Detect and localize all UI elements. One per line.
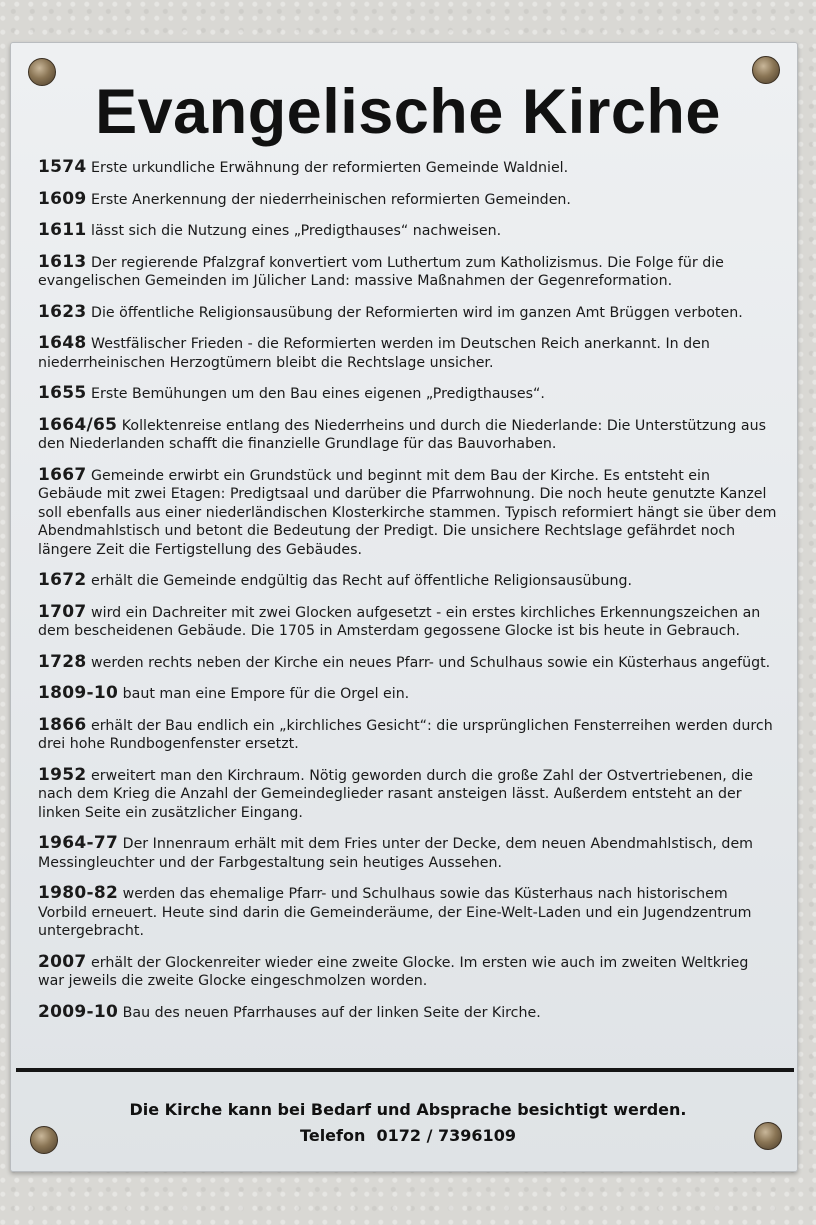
entry-text: Erste Anerkennung der niederrheinischen reformierten Gemeinden. bbox=[91, 191, 571, 208]
entry-year: 1707 bbox=[38, 601, 87, 622]
entry-year: 2009-10 bbox=[38, 1001, 119, 1022]
entry-text: baut man eine Empore für die Orgel ein. bbox=[122, 686, 410, 702]
timeline-entry bbox=[38, 834, 778, 872]
entry-text: lässt sich die Nutzung eines „Predigthauses“ nachweisen. bbox=[91, 223, 502, 239]
phone-line: Telefon 0172 / 7396109 bbox=[300, 1126, 516, 1145]
entry-text: Bau des neuen Pfarrhauses auf der linken Seite der Kirche. bbox=[122, 1004, 541, 1021]
timeline-entry bbox=[38, 571, 778, 591]
timeline-entry bbox=[38, 766, 778, 823]
entry-text: erhält die Gemeinde endgültig das Recht auf öffentliche Religionsausübung. bbox=[91, 573, 633, 589]
plaque-footer bbox=[0, 1097, 816, 1149]
entry-text: Gemeinde erwirbt ein Grundstück und beginnt mit dem Bau der Kirche. Es entsteht ein Gebäude mit zwei Etagen: Predigtsaal und darüber die Pfarrwohnung. Die noch heute genutzte Kanzel soll ebenfalls aus einer niederländischen Klosterkirche stammen. Typisch reformiert hängt sie über dem Abendmahlstisch und betont die Bedeutung der Predigt. Die unsichere Rechtslage gefährdet noch längere Zeit die Fertigstellung des Gebäudes. bbox=[38, 467, 777, 558]
timeline-entry bbox=[38, 1003, 778, 1023]
visit-note: Die Kirche kann bei Bedarf und Absprache besichtigt werden. bbox=[129, 1100, 687, 1119]
entry-text: Erste Bemühungen um den Bau eines eigenen „Predigthauses“. bbox=[91, 386, 545, 402]
entry-text: erhält der Bau endlich ein „kirchliches Gesicht“: die ursprünglichen Fensterreihen werden durch drei hohe Rundbogenfenster ersetzt. bbox=[38, 717, 773, 752]
entry-year: 1964-77 bbox=[38, 833, 119, 853]
timeline-entry bbox=[38, 416, 778, 454]
timeline-entry bbox=[38, 158, 778, 178]
timeline-entry bbox=[38, 884, 778, 941]
timeline-entry bbox=[38, 303, 778, 323]
plaque-title: Evangelische Kirche bbox=[95, 77, 721, 147]
entry-year: 1728 bbox=[38, 651, 87, 672]
entry-year: 1648 bbox=[38, 333, 87, 353]
timeline-entry bbox=[38, 384, 778, 404]
entry-text: Der Innenraum erhält mit dem Fries unter der Decke, dem neuen Abendmahlstisch, dem Messingleuchter und der Farbgestaltung sein heutiges Aussehen. bbox=[38, 836, 753, 871]
entry-year: 1952 bbox=[38, 764, 87, 785]
entry-text: Der regierende Pfalzgraf konvertiert vom Luthertum zum Katholizismus. Die Folge für die evangelischen Gemeinden im Jülicher Land: massive Maßnahmen der Gegenreformation. bbox=[38, 254, 724, 289]
entry-text: Kollektenreise entlang des Niederrheins und durch die Niederlande: Die Unterstützung aus den Niederlanden schafft die finanzielle Grundlage für das Bauvorhaben. bbox=[38, 417, 766, 452]
timeline-entry bbox=[38, 953, 778, 991]
entry-year: 1667 bbox=[38, 464, 87, 485]
entry-year: 1664/65 bbox=[38, 414, 118, 435]
timeline-entry bbox=[38, 653, 778, 673]
entry-text: werden das ehemalige Pfarr- und Schulhaus sowie das Küsterhaus nach historischem Vorbild erneuert. Heute sind darin die Gemeinderäume, der Eine-Welt-Laden und ein Jugendzentrum untergebracht. bbox=[38, 886, 752, 939]
timeline-list bbox=[38, 158, 778, 1022]
timeline-entry bbox=[38, 716, 778, 754]
entry-year: 1613 bbox=[38, 251, 87, 272]
entry-text: Die öffentliche Religionsausübung der Reformierten wird im ganzen Amt Brüggen verboten. bbox=[91, 304, 743, 321]
divider-rule bbox=[16, 1068, 794, 1072]
entry-year: 1611 bbox=[38, 220, 87, 240]
entry-year: 1980-82 bbox=[38, 883, 119, 903]
entry-year: 2007 bbox=[38, 951, 87, 972]
entry-text: Westfälischer Frieden - die Reformierten werden im Deutschen Reich anerkannt. In den niederrheinischen Herzogtümern bleibt die Rechtslage unsicher. bbox=[38, 336, 710, 371]
timeline-entry bbox=[38, 221, 778, 241]
timeline-entry bbox=[38, 253, 778, 291]
entry-year: 1866 bbox=[38, 714, 87, 735]
entry-year: 1809-10 bbox=[38, 683, 119, 703]
timeline-entry bbox=[38, 334, 778, 372]
entry-text: wird ein Dachreiter mit zwei Glocken aufgesetzt - ein erstes kirchliches Erkennungszeichen an dem bescheidenen Gebäude. Die 1705 in Amsterdam gegossene Glocke ist bis heute in Gebrauch. bbox=[38, 604, 761, 639]
entry-year: 1609 bbox=[38, 188, 87, 209]
entry-year: 1623 bbox=[38, 301, 87, 322]
timeline-entry bbox=[38, 684, 778, 704]
entry-text: erweitert man den Kirchraum. Nötig geworden durch die große Zahl der Ostvertriebenen, die nach dem Krieg die Anzahl der Gemeindeglieder rasant ansteigen lässt. Außerdem entsteht an der linken Seite ein zusätzlicher Eingang. bbox=[38, 767, 753, 821]
entry-text: erhält der Glockenreiter wieder eine zweite Glocke. Im ersten wie auch im zweiten Weltkrieg war jeweils die zweite Glocke eingeschmolzen worden. bbox=[38, 954, 749, 989]
timeline-entry bbox=[38, 466, 778, 560]
entry-text: Erste urkundliche Erwähnung der reformierten Gemeinde Waldniel. bbox=[91, 160, 569, 176]
entry-year: 1672 bbox=[38, 570, 87, 590]
entry-year: 1655 bbox=[38, 383, 87, 403]
entry-text: werden rechts neben der Kirche ein neues Pfarr- und Schulhaus sowie ein Küsterhaus angefügt. bbox=[91, 654, 771, 671]
entry-year: 1574 bbox=[38, 157, 87, 177]
timeline-entry bbox=[38, 190, 778, 210]
timeline-entry bbox=[38, 603, 778, 641]
